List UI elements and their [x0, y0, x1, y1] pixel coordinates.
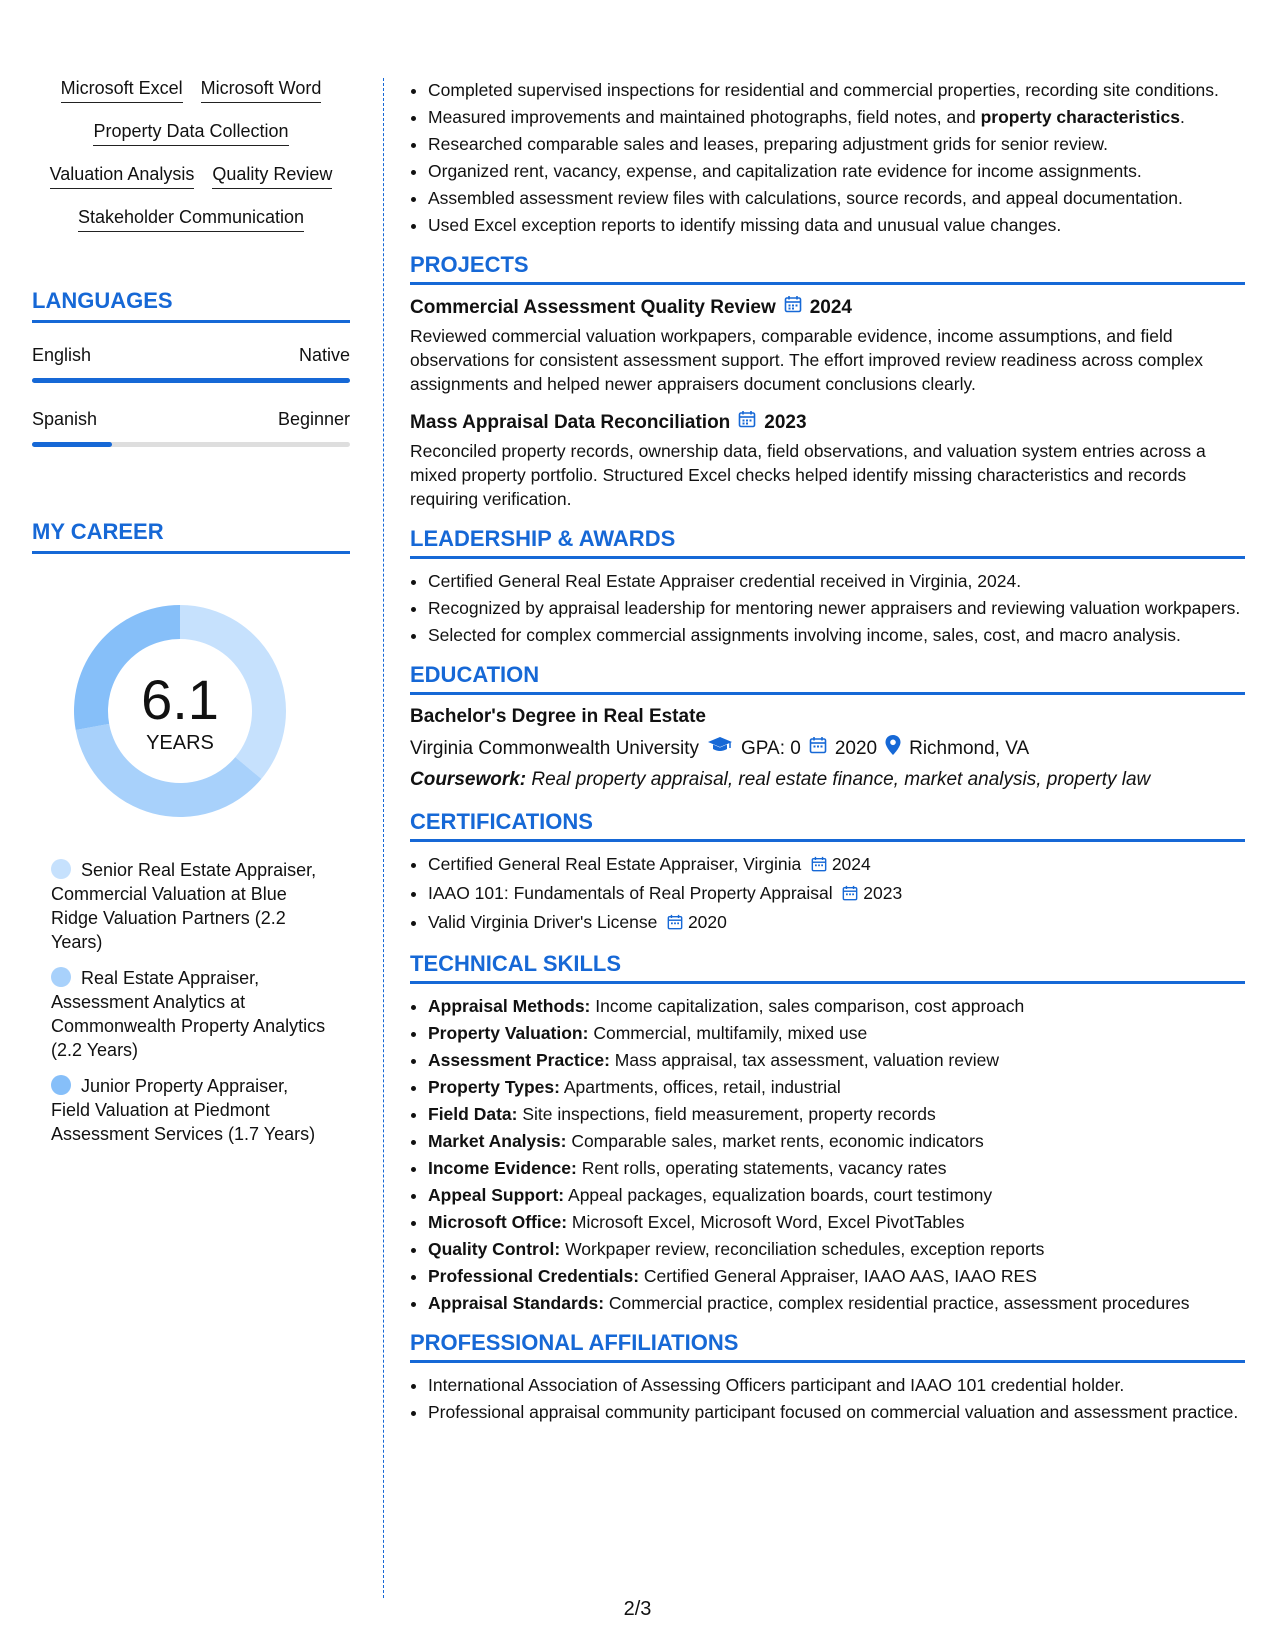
right-column [410, 78, 1245, 1427]
skill-value: Site inspections, field measurement, property records [522, 1104, 936, 1124]
skill-label: Income Evidence: [428, 1158, 577, 1178]
affiliations-list [410, 1373, 1245, 1424]
skill-value: Rent rolls, operating statements, vacancy rates [581, 1158, 947, 1178]
skill-value: Certified General Appraiser, IAAO AAS, IAAO RES [643, 1266, 1037, 1286]
page-number: 2/3 [623, 1598, 652, 1620]
list-item: • Recognized by appraisal leadership for mentoring newer appraisers and reviewing valuation workpapers. [428, 596, 1245, 620]
skill-value: Income capitalization, sales comparison, cost approach [595, 996, 1025, 1016]
list-item [428, 881, 1245, 907]
skill-label: Property Valuation: [428, 1023, 589, 1043]
technical-skills-list [410, 994, 1245, 1315]
certifications-list [410, 852, 1245, 936]
calendar-icon [842, 883, 858, 907]
list-item [428, 105, 1245, 129]
skill-label: Appraisal Standards: [428, 1293, 605, 1313]
language-row [32, 345, 350, 366]
calendar-icon [667, 912, 683, 936]
bullet-text: Measured improvements and maintained photographs, field notes, and [428, 107, 981, 127]
calendar-icon [738, 410, 756, 435]
list-item: • International Association of Assessing Officers participant and IAAO 101 credential holder. [428, 1373, 1245, 1397]
language-bar [32, 442, 350, 447]
skill-label: Appraisal Methods: [428, 996, 591, 1016]
list-item [428, 1021, 1245, 1045]
skill-label: Appeal Support: [428, 1185, 565, 1205]
list-item [428, 994, 1245, 1018]
affiliations-title: PROFESSIONAL AFFILIATIONS [410, 1331, 1245, 1363]
projects-title: PROJECTS [410, 253, 1245, 285]
location-pin-icon [885, 735, 901, 762]
calendar-icon [809, 736, 827, 761]
project-title [410, 295, 1245, 320]
technical-skills-title: TECHNICAL SKILLS [410, 952, 1245, 984]
calendar-icon [811, 854, 827, 878]
skill-value: Commercial practice, complex residential practice, assessment procedures [608, 1293, 1190, 1313]
skill-tag: Property Data Collection [93, 121, 288, 146]
skill-value: Mass appraisal, tax assessment, valuation review [614, 1050, 999, 1070]
project-description: Reviewed commercial valuation workpapers, comparable evidence, income assumptions, and field observations for consistent assessment support. The effort improved review readiness across complex assignments and helped newer appraisers document conclusions clearly. [410, 326, 1204, 394]
skill-label: Professional Credentials: [428, 1266, 640, 1286]
list-item [428, 1129, 1245, 1153]
cert-year: 2023 [863, 883, 903, 903]
project-year: 2023 [764, 411, 807, 433]
career-legend [51, 858, 331, 1146]
skill-label: Property Types: [428, 1077, 560, 1097]
languages-section [32, 288, 350, 447]
cert-year: 2024 [831, 854, 871, 874]
legend-label: Senior Real Estate Appraiser, Commercial Valuation at Blue Ridge Valuation Partners (2.2 Years) [51, 860, 317, 952]
list-item: • Completed supervised inspections for residential and commercial properties, recording site conditions. [428, 78, 1245, 102]
skill-tag: Microsoft Word [201, 78, 322, 103]
legend-label: Junior Property Appraiser, Field Valuation at Piedmont Assessment Services (1.7 Years) [51, 1076, 316, 1144]
list-item [428, 1183, 1245, 1207]
legend-dot [51, 859, 71, 879]
language-row [32, 409, 350, 430]
list-item [428, 1264, 1245, 1288]
skill-value: Workpaper review, reconciliation schedules, exception reports [565, 1239, 1045, 1259]
legend-item [51, 858, 331, 954]
skill-value: Appeal packages, equalization boards, court testimony [568, 1185, 993, 1205]
education-year: 2020 [834, 737, 878, 759]
skill-tag: Microsoft Excel [61, 78, 183, 103]
calendar-icon [784, 295, 802, 320]
cert-year: 2020 [687, 912, 727, 932]
list-item [428, 852, 1245, 878]
donut-center [65, 596, 295, 826]
skill-value: Apartments, offices, retail, industrial [563, 1077, 841, 1097]
column-divider [383, 78, 384, 1598]
cert-name: IAAO 101: Fundamentals of Real Property Appraisal [428, 883, 833, 903]
leadership-title: LEADERSHIP & AWARDS [410, 527, 1245, 559]
legend-dot [51, 967, 71, 987]
skill-label: Market Analysis: [428, 1131, 567, 1151]
bullet-text: . [1179, 107, 1185, 127]
cert-name: Valid Virginia Driver's License [428, 912, 658, 932]
career-donut [65, 596, 295, 826]
skill-value: Comparable sales, market rents, economic indicators [571, 1131, 984, 1151]
language-name: Spanish [32, 409, 98, 429]
cert-name: Certified General Real Estate Appraiser, Virginia [428, 854, 802, 874]
skill-label: Quality Control: [428, 1239, 561, 1259]
language-bar-fill [32, 378, 350, 383]
skill-tag: Stakeholder Communication [78, 207, 304, 232]
list-item: • Used Excel exception reports to identify missing data and unusual value changes. [428, 213, 1245, 237]
experience-bullets [410, 78, 1245, 237]
list-item: • Certified General Real Estate Appraiser credential received in Virginia, 2024. [428, 569, 1245, 593]
language-name: English [32, 345, 92, 365]
project-title [410, 410, 1245, 435]
list-item [428, 1075, 1245, 1099]
list-item: • Assembled assessment review files with calculations, source records, and appeal documentation. [428, 186, 1245, 210]
education-school: Virginia Commonwealth University [410, 737, 699, 759]
list-item [428, 1210, 1245, 1234]
leadership-list [410, 569, 1245, 647]
list-item: • Researched comparable sales and leases, preparing adjustment grids for senior review. [428, 132, 1245, 156]
project-name: Commercial Assessment Quality Review [410, 296, 776, 318]
list-item [428, 1291, 1245, 1315]
career-title: MY CAREER [32, 519, 350, 554]
bullet-bold-text: property characteristics [980, 107, 1180, 127]
career-total-years: 6.1 [141, 667, 219, 731]
language-bar [32, 378, 350, 383]
list-item [428, 1237, 1245, 1261]
skill-label: Field Data: [428, 1104, 518, 1124]
education-gpa: GPA: 0 [740, 737, 801, 759]
language-level: Native [298, 345, 350, 365]
legend-dot [51, 1075, 71, 1095]
coursework-label: Coursework: [410, 769, 527, 790]
legend-item [51, 966, 331, 1062]
coursework-text: Real property appraisal, real estate finance, market analysis, property law [531, 769, 1151, 790]
skill-tag: Quality Review [212, 164, 332, 189]
list-item: • Selected for complex commercial assignments involving income, sales, cost, and macro analysis. [428, 623, 1245, 647]
graduation-cap-icon [707, 736, 733, 761]
education-location: Richmond, VA [909, 737, 1030, 759]
legend-item [51, 1074, 331, 1146]
education-title: EDUCATION [410, 663, 1245, 695]
education-coursework [410, 768, 1245, 792]
legend-label: Real Estate Appraiser, Assessment Analytics at Commonwealth Property Analytics (2.2 Years) [51, 968, 326, 1060]
skill-tag: Valuation Analysis [50, 164, 195, 189]
skill-tags [32, 78, 350, 232]
education-details [410, 735, 1245, 762]
language-bar-fill [32, 442, 112, 447]
career-section [32, 519, 350, 1146]
languages-title: LANGUAGES [32, 288, 350, 323]
skill-label: Assessment Practice: [428, 1050, 610, 1070]
skill-value: Microsoft Excel, Microsoft Word, Excel PivotTables [571, 1212, 965, 1232]
project-name: Mass Appraisal Data Reconciliation [410, 411, 731, 433]
career-years-unit: YEARS [146, 731, 214, 754]
list-item [428, 910, 1245, 936]
language-level: Beginner [277, 409, 350, 429]
skill-value: Commercial, multifamily, mixed use [593, 1023, 868, 1043]
project-year: 2024 [809, 296, 853, 318]
list-item [428, 1156, 1245, 1180]
list-item [428, 1048, 1245, 1072]
skill-label: Microsoft Office: [428, 1212, 568, 1232]
list-item: • Professional appraisal community participant focused on commercial valuation and assessment practice. [428, 1400, 1245, 1424]
education-degree: Bachelor's Degree in Real Estate [410, 706, 706, 727]
certifications-title: CERTIFICATIONS [410, 810, 1245, 842]
project-description: Reconciled property records, ownership data, field observations, and valuation system entries across a mixed property portfolio. Structured Excel checks helped identify missing characteristics and records requiring verification. [410, 441, 1206, 509]
list-item [428, 1102, 1245, 1126]
left-column [32, 78, 350, 1158]
list-item: • Organized rent, vacancy, expense, and capitalization rate evidence for income assignments. [428, 159, 1245, 183]
